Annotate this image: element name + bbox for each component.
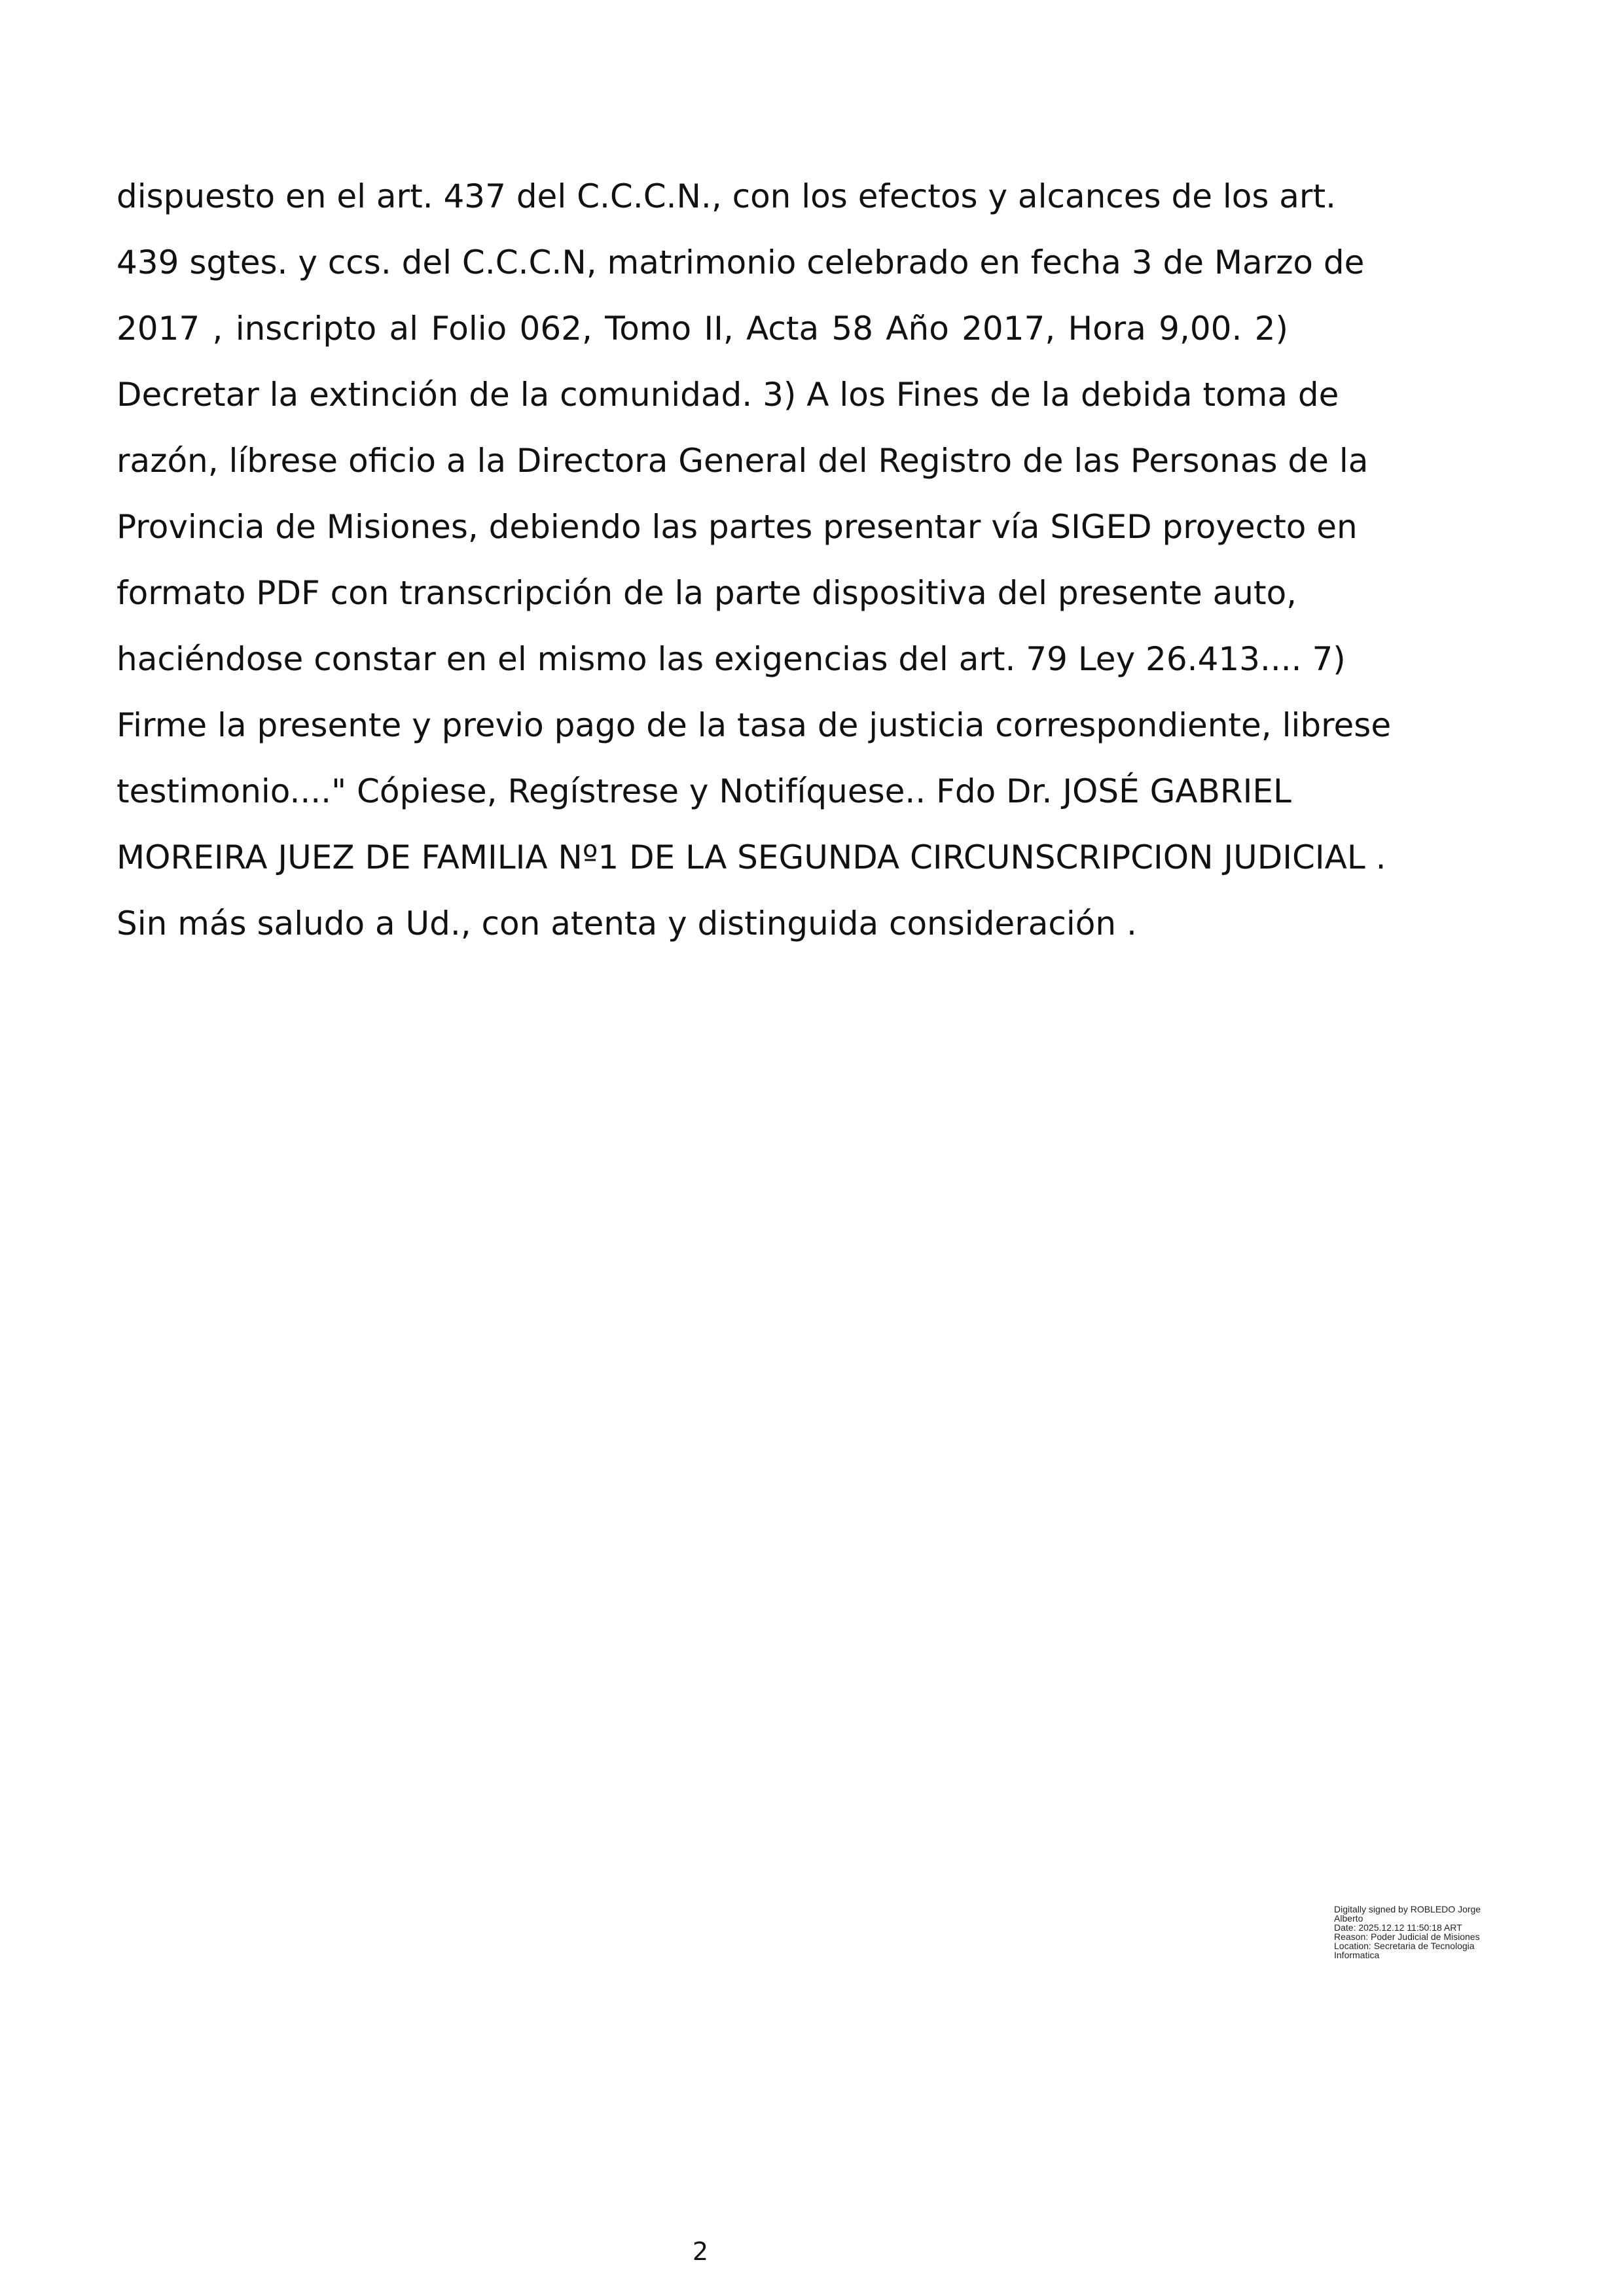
signature-signer: Digitally signed by ROBLEDO Jorge xyxy=(1334,1904,1481,1914)
body-line: testimonio...." Cópiese, Regístrese y Notifíquese.. Fdo Dr. JOSÉ GABRIEL xyxy=(117,772,1291,810)
body-line: dispuesto en el art. 437 del C.C.C.N., con los efectos y alcances de los art. xyxy=(117,177,1336,215)
signature-location-cont: Informatica xyxy=(1334,1950,1380,1960)
body-text xyxy=(117,164,1392,957)
body-line: formato PDF con transcripción de la parte dispositiva del presente auto, xyxy=(117,574,1297,612)
body-line: Firme la presente y previo pago de la tasa de justicia correspondiente, librese xyxy=(117,706,1392,744)
body-line: 2017 , inscripto al Folio 062, Tomo II, Acta 58 Año 2017, Hora 9,00. 2) xyxy=(117,310,1288,348)
page-number: 2 xyxy=(692,2237,709,2266)
body-line: MOREIRA JUEZ DE FAMILIA Nº1 DE LA SEGUNDA CIRCUNSCRIPCION JUDICIAL . xyxy=(117,838,1386,876)
body-line: Provincia de Misiones, debiendo las partes presentar vía SIGED proyecto en xyxy=(117,508,1358,546)
digital-signature-stamp xyxy=(1334,1905,1524,1960)
signature-signer-cont: Alberto xyxy=(1334,1913,1363,1924)
body-line: Decretar la extinción de la comunidad. 3) A los Fines de la debida toma de xyxy=(117,376,1339,414)
signature-reason: Reason: Poder Judicial de Misiones xyxy=(1334,1931,1480,1942)
signature-location: Location: Secretaria de Tecnologia xyxy=(1334,1941,1475,1951)
body-line: haciéndose constar en el mismo las exigencias del art. 79 Ley 26.413.... 7) xyxy=(117,640,1346,678)
body-line: razón, líbrese oficio a la Directora General del Registro de las Personas de la xyxy=(117,442,1369,480)
body-line-last: Sin más saludo a Ud., con atenta y distinguida consideración . xyxy=(117,905,1137,942)
body-line: 439 sgtes. y ccs. del C.C.C.N, matrimonio celebrado en fecha 3 de Marzo de xyxy=(117,243,1365,281)
signature-date: Date: 2025.12.12 11:50:18 ART xyxy=(1334,1922,1462,1933)
